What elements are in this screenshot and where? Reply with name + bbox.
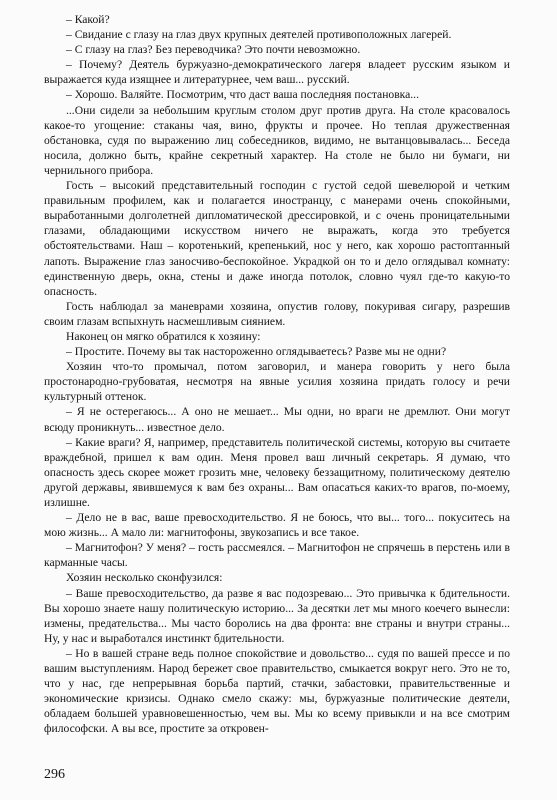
paragraph: Наконец он мягко обратился к хозяину: — [66, 329, 261, 343]
page-body-text — [44, 12, 510, 737]
paragraph: Гость – высокий представительный господин с густой седой шевелюрой и четким правильным профилем, как и полагается иностранцу, с манерами очень спокойными, выработанными долголетней дипломатической дрессировкой, и с очень проницательными глазами, обладающими искусством ничего не выражать, когда это требуется обстоятельствами. Наш – коротенький, крепенький, нос у него, как хорошо растоптанный лапоть. Выражение глаз заносчиво-беспокойное. Украдкой он то и дело оглядывал комнату: единственную дверь, окна, стены и даже иногда потолок, словно чуял где-то какую-то опасность. — [44, 179, 510, 298]
paragraph: – Ваше превосходительство, да разве я вас подозреваю... Это привычка к бдительности. Вы хорошо знаете нашу политическую историю... За десятки лет мы много коечего вынесли: измены, предательства... Мы часто боролись на два фронта: вне страны и внутри страны... Ну, у нас и выработался инстинкт бдительности. — [44, 586, 510, 645]
page-number: 296 — [44, 767, 65, 782]
paragraph: – Почему? Деятель буржуазно-демократического лагеря владеет русским языком и выражается куда изящнее и литературнее, чем ваш... русский. — [44, 58, 510, 87]
paragraph: – Магнитофон? У меня? – гость рассмеялся. – Магнитофон не спрячешь в перстень или в карманные часы. — [44, 541, 510, 570]
paragraph: – Простите. Почему вы так настороженно оглядываетесь? Разве мы не одни? — [66, 345, 447, 359]
paragraph: – Но в вашей стране ведь полное спокойствие и довольство... судя по вашей прессе и по вашим выступлениям. Народ бережет свое правительство, смыкается вокруг него. Это не то, что у нас, где непрерывная борьба партий, стачки, забастовки, правительственные и экономические кризисы. Однако смело скажу: мы, буржуазные политические деятели, обладаем большей уравновешенностью, чем вы. Мы ко всему привыкли и на все смотрим философски. А вы все, простите за откровен- — [44, 646, 510, 736]
paragraph: – С глазу на глаз? Без переводчика? Это почти невозможно. — [66, 43, 361, 57]
paragraph: – Какой? — [66, 13, 110, 26]
paragraph: Гость наблюдал за маневрами хозяина, опустив голову, покуривая сигару, разрешив своим глазам вспыхнуть насмешливым сиянием. — [44, 299, 510, 328]
paragraph: – Какие враги? Я, например, представитель политической системы, которую вы считаете враждебной, пришел к вам один. Меня провел ваш личный секретарь. Я думаю, что опасность здесь скорее может грозить мне, человеку беззащитному, политическому деятелю другой державы, явившемуся к вам без охраны... Вам опасаться каких-то врагов, по-моему, излишне. — [44, 435, 510, 509]
paragraph: – Я не остерегаюсь... А оно не мешает... Мы одни, но враги не дремлют. Они могут всюду проникнуть... известное дело. — [44, 405, 510, 434]
paragraph: – Свидание с глазу на глаз двух крупных деятелей противоположных лагерей. — [66, 28, 452, 42]
paragraph: ...Они сидели за небольшим круглым столом друг против друга. На столе красовалось какое-то угощение: стаканы чая, вино, фрукты и прочее. Но теплая дружественная обстановка, судя по выражению лиц собеседников, видимо, не вытанцовывалась... Беседа носила, должно быть, крайне секретный характер. На столе не было ни бумаги, ни чернильного прибора. — [44, 103, 510, 177]
paragraph: – Хорошо. Валяйте. Посмотрим, что даст ваша последняя постановка... — [66, 88, 419, 102]
paragraph: Хозяин несколько сконфузился: — [66, 571, 223, 585]
paragraph: Хозяин что-то промычал, потом заговорил, и манера говорить у него была простонародно-грубоватая, несмотря на явные усилия хозяина придать голосу и речи культурный оттенок. — [44, 360, 510, 404]
paragraph: – Дело не в вас, ваше превосходительство. Я не боюсь, что вы... того... покуситесь на мою жизнь... А мало ли: магнитофоны, звукозапись и все такое. — [44, 511, 510, 540]
